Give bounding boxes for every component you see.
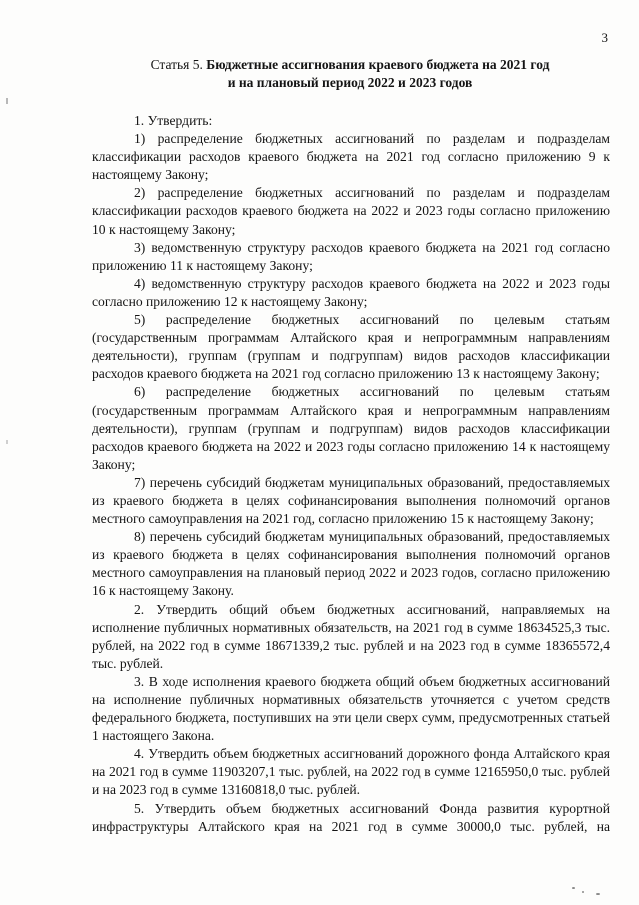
list-item-2: 2) распределение бюджетных ассигнований по разделам и подразделам классификации расходов краевого бюджета на 2022 и 2023 годы согласно приложению 10 к настоящему Закону; — [92, 185, 610, 237]
list-item-3: 3) ведомственную структуру расходов краевого бюджета на 2021 год согласно приложению 11 к настоящему Закону; — [92, 239, 610, 273]
clause-2: 2. Утвердить общий объем бюджетных ассигнований, направляемых на исполнение публичных нормативных обязательств, на 2021 год в сумме 18634525,3 тыс. рублей, на 2022 год в сумме 18671339,2 тыс. рублей и на 2023 год в сумме 18365572,4 тыс. рублей. — [92, 601, 610, 671]
list-item-1: 1) распределение бюджетных ассигнований по разделам и подразделам классификации расходов краевого бюджета на 2021 год согласно приложению 9 к настоящему Закону; — [92, 131, 610, 183]
scan-artifact — [596, 893, 600, 895]
article-title-continuation: и на плановый период 2022 и 2023 годов — [227, 75, 473, 90]
article-number-label: Статья 5. — [150, 57, 203, 72]
article-title-line-1 — [90, 56, 610, 74]
scan-artifact — [6, 98, 8, 104]
list-item-7: 7) перечень субсидий бюджетам муниципальных образований, предоставляемых из краевого бюджета в целях софинансирования выполнения полномочий органов местного самоуправления на 2021 год, согласно приложению 15 к настоящему Закону; — [92, 474, 610, 527]
clause-4: 4. Утвердить объем бюджетных ассигнований дорожного фонда Алтайского края на 2021 год в сумме 11903207,1 тыс. рублей, на 2022 год в сумме 12165950,0 тыс. рублей и на 2023 год в сумме 13160818,0 тыс. рублей. — [92, 746, 610, 798]
scan-artifact — [6, 440, 8, 444]
paragraph-approve-intro: 1. Утвердить: — [134, 113, 213, 128]
article-title-line-2 — [90, 74, 610, 92]
clause-5: 5. Утвердить объем бюджетных ассигнований Фонда развития курортной инфраструктуры Алтайского края на 2021 год в сумме 30000,0 тыс. рублей, на — [92, 800, 610, 834]
scan-artifact — [582, 891, 584, 893]
list-item-6: 6) распределение бюджетных ассигнований по целевым статьям (государственным программам Алтайского края и непрограммным направлениям деятельности), группам (группам и подгруппам) видов расходов классификации расходов краевого бюджета на 2022 и 2023 годы согласно приложению 14 к настоящему Закону; — [92, 384, 610, 472]
article-title-text: Бюджетные ассигнования краевого бюджета на 2021 год — [206, 57, 550, 72]
page-number: 3 — [601, 30, 608, 45]
article-body — [92, 112, 610, 836]
clause-3: 3. В ходе исполнения краевого бюджета общий объем бюджетных ассигнований на исполнение публичных нормативных обязательств уточняется с учетом средств федерального бюджета, поступивших на эти цели сверх сумм, предусмотренных статьей 1 настоящего Закона. — [92, 673, 610, 744]
list-item-5: 5) распределение бюджетных ассигнований по целевым статьям (государственным программам Алтайского края и непрограммным направлениям деятельности), группам (группам и подгруппам) видов расходов классификации расходов краевого бюджета на 2021 год согласно приложению 13 к настоящему Закону; — [92, 312, 610, 382]
scan-artifact — [572, 887, 575, 889]
list-item-4: 4) ведомственную структуру расходов краевого бюджета на 2022 и 2023 годы согласно приложению 12 к настоящему Закону; — [92, 275, 610, 309]
article-title — [90, 56, 610, 92]
list-item-8: 8) перечень субсидий бюджетам муниципальных образований, предоставляемых из краевого бюджета в целях софинансирования выполнения полномочий органов местного самоуправления на плановый период 2022 и 2023 годов, согласно приложению 16 к настоящему Закону. — [92, 529, 610, 599]
